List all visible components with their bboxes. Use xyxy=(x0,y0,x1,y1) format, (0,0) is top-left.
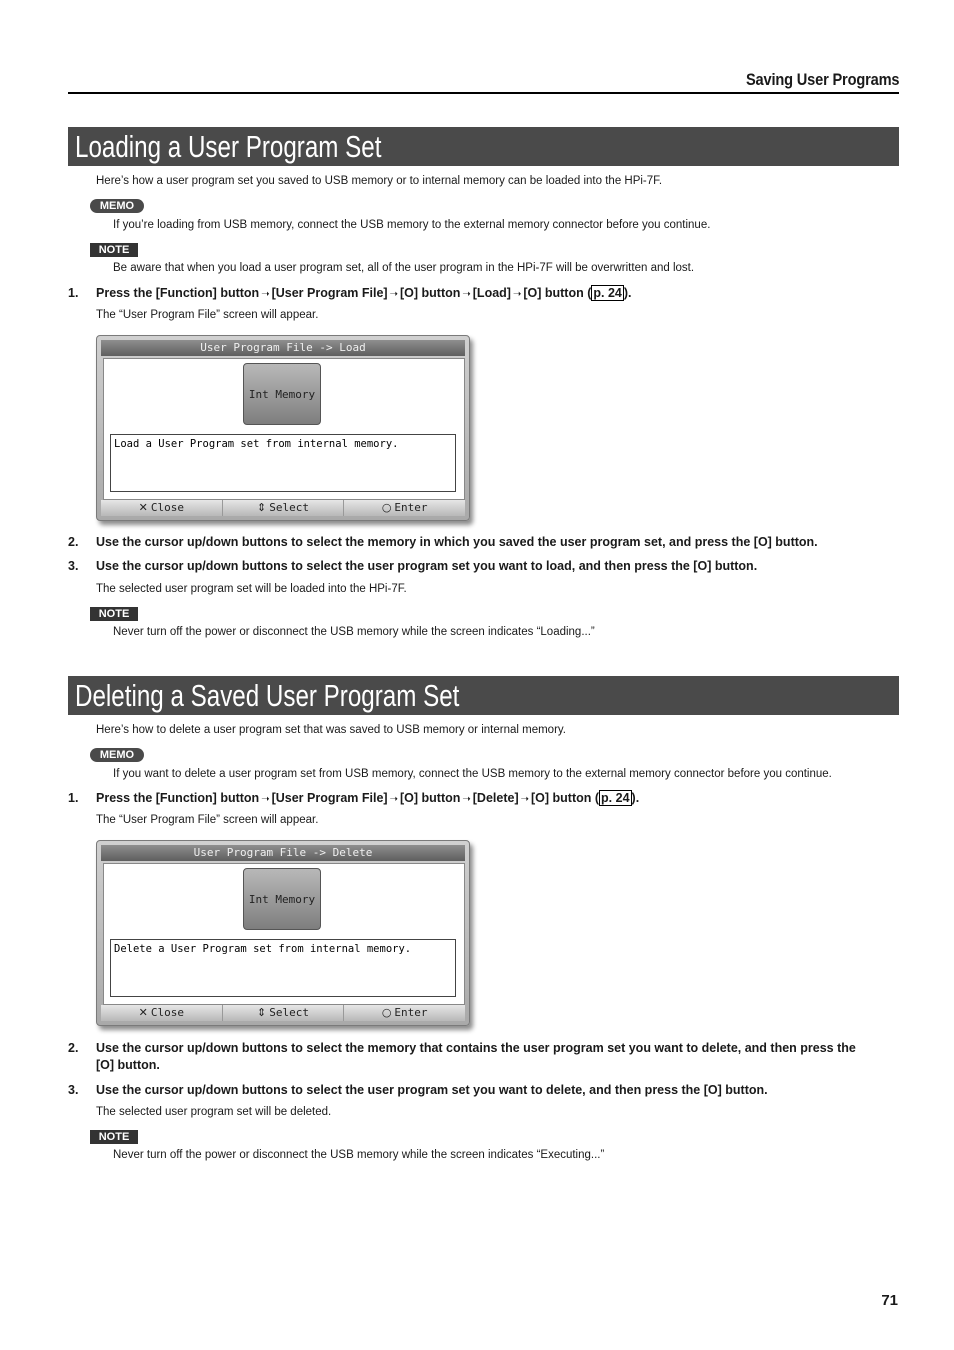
note-badge: NOTE xyxy=(90,607,138,621)
screen-message: Delete a User Program set from internal memory. xyxy=(110,939,456,997)
page-reference-link[interactable]: p. 24 xyxy=(601,791,630,805)
arrow-icon: ➝ xyxy=(512,289,522,300)
int-memory-button[interactable]: Int Memory xyxy=(243,363,321,425)
arrow-icon: ➝ xyxy=(261,794,270,805)
step-2-instruction-line1: Use the cursor up/down buttons to select the memory that contains the user program set you want to delete, and then press the xyxy=(96,1041,856,1055)
note-text: Never turn off the power or disconnect the USB memory while the screen indicates “Executing...” xyxy=(113,1149,605,1161)
lcd-screen-delete xyxy=(96,840,470,1026)
step-3-instruction: Use the cursor up/down buttons to select the user program set you want to load, and then press the [O] button. xyxy=(96,559,758,573)
section-title-deleting xyxy=(68,676,899,715)
step-number: 1. xyxy=(68,791,79,805)
screen-body xyxy=(103,358,465,500)
note-badge: NOTE xyxy=(90,1130,138,1144)
arrow-icon: ➝ xyxy=(261,289,270,300)
section-intro: Here’s how to delete a user program set that was saved to USB memory or internal memory. xyxy=(96,724,566,736)
step-result: The “User Program File” screen will appear. xyxy=(96,814,319,826)
close-function[interactable]: ✕ Close xyxy=(101,1005,223,1021)
close-function[interactable]: ✕ Close xyxy=(101,500,223,516)
step-1-instruction: Press the [Function] button ➝ [User Program File] ➝ [O] button ➝ [Delete] ➝ [O] button ( p. 24 ). xyxy=(96,791,640,805)
screen-footer xyxy=(101,500,465,516)
step-number: 1. xyxy=(68,286,79,300)
step-3-instruction: Use the cursor up/down buttons to select the user program set you want to delete, and then press the [O] button. xyxy=(96,1083,768,1097)
enter-function[interactable]: ○ Enter xyxy=(381,501,428,514)
close-icon: ✕ xyxy=(138,501,148,514)
note-text: Be aware that when you load a user program set, all of the user program in the HPi-7F will be overwritten and lost. xyxy=(113,262,695,274)
section-title-text: Loading a User Program Set xyxy=(75,129,382,164)
int-memory-button[interactable]: Int Memory xyxy=(243,868,321,930)
arrow-icon: ➝ xyxy=(462,794,471,805)
screen-title: User Program File -> Load xyxy=(101,340,465,356)
memo-badge: MEMO xyxy=(90,748,144,762)
step-2-instruction-line2: [O] button. xyxy=(96,1058,160,1072)
select-function[interactable]: ⇕ Select xyxy=(223,1005,345,1021)
screen-body xyxy=(103,863,465,1005)
step-result: The selected user program set will be deleted. xyxy=(96,1106,332,1118)
memo-text: If you’re loading from USB memory, connect the USB memory to the external memory connector before you continue. xyxy=(113,219,711,231)
circle-icon: ○ xyxy=(381,501,392,514)
running-header: Saving User Programs xyxy=(745,70,899,89)
step-number: 3. xyxy=(68,1083,79,1097)
lcd-screen-load xyxy=(96,335,470,521)
arrow-icon: ➝ xyxy=(389,289,398,300)
step-1-instruction: Press the [Function] button ➝ [User Program File] ➝ [O] button ➝ [Load] ➝ [O] button ( p. 24 ). xyxy=(96,286,632,300)
page-reference-link[interactable]: p. 24 xyxy=(593,286,622,300)
circle-icon: ○ xyxy=(381,1006,392,1019)
section-intro: Here’s how a user program set you saved to USB memory or to internal memory can be loaded into the HPi-7F. xyxy=(96,175,663,187)
note-badge: NOTE xyxy=(90,243,138,257)
step-2-instruction: Use the cursor up/down buttons to select the memory in which you saved the user program set, and press the [O] button. xyxy=(96,535,818,549)
page-number: 71 xyxy=(881,1292,898,1309)
step-number: 2. xyxy=(68,1041,79,1055)
arrow-icon: ➝ xyxy=(520,794,529,805)
screen-title: User Program File -> Delete xyxy=(101,845,465,861)
memo-badge: MEMO xyxy=(90,199,144,213)
step-result: The “User Program File” screen will appear. xyxy=(96,309,319,321)
arrow-icon: ➝ xyxy=(389,794,398,805)
section-title-loading xyxy=(68,127,899,166)
select-function[interactable]: ⇕ Select xyxy=(223,500,345,516)
step-number: 2. xyxy=(68,535,79,549)
memo-text: If you want to delete a user program set from USB memory, connect the USB memory to the external memory connector before you continue. xyxy=(113,768,832,780)
screen-footer xyxy=(101,1005,465,1021)
cursor-updown-icon: ⇕ xyxy=(257,501,267,514)
header-rule xyxy=(68,92,899,94)
step-number: 3. xyxy=(68,559,79,573)
close-icon: ✕ xyxy=(138,1006,148,1019)
section-title-text: Deleting a Saved User Program Set xyxy=(75,678,460,713)
step-result: The selected user program set will be loaded into the HPi-7F. xyxy=(96,583,407,595)
screen-message: Load a User Program set from internal memory. xyxy=(110,434,456,492)
arrow-icon: ➝ xyxy=(462,289,471,300)
note-text: Never turn off the power or disconnect the USB memory while the screen indicates “Loading...” xyxy=(113,626,595,638)
enter-function[interactable]: ○ Enter xyxy=(381,1006,428,1019)
cursor-updown-icon: ⇕ xyxy=(257,1006,267,1019)
